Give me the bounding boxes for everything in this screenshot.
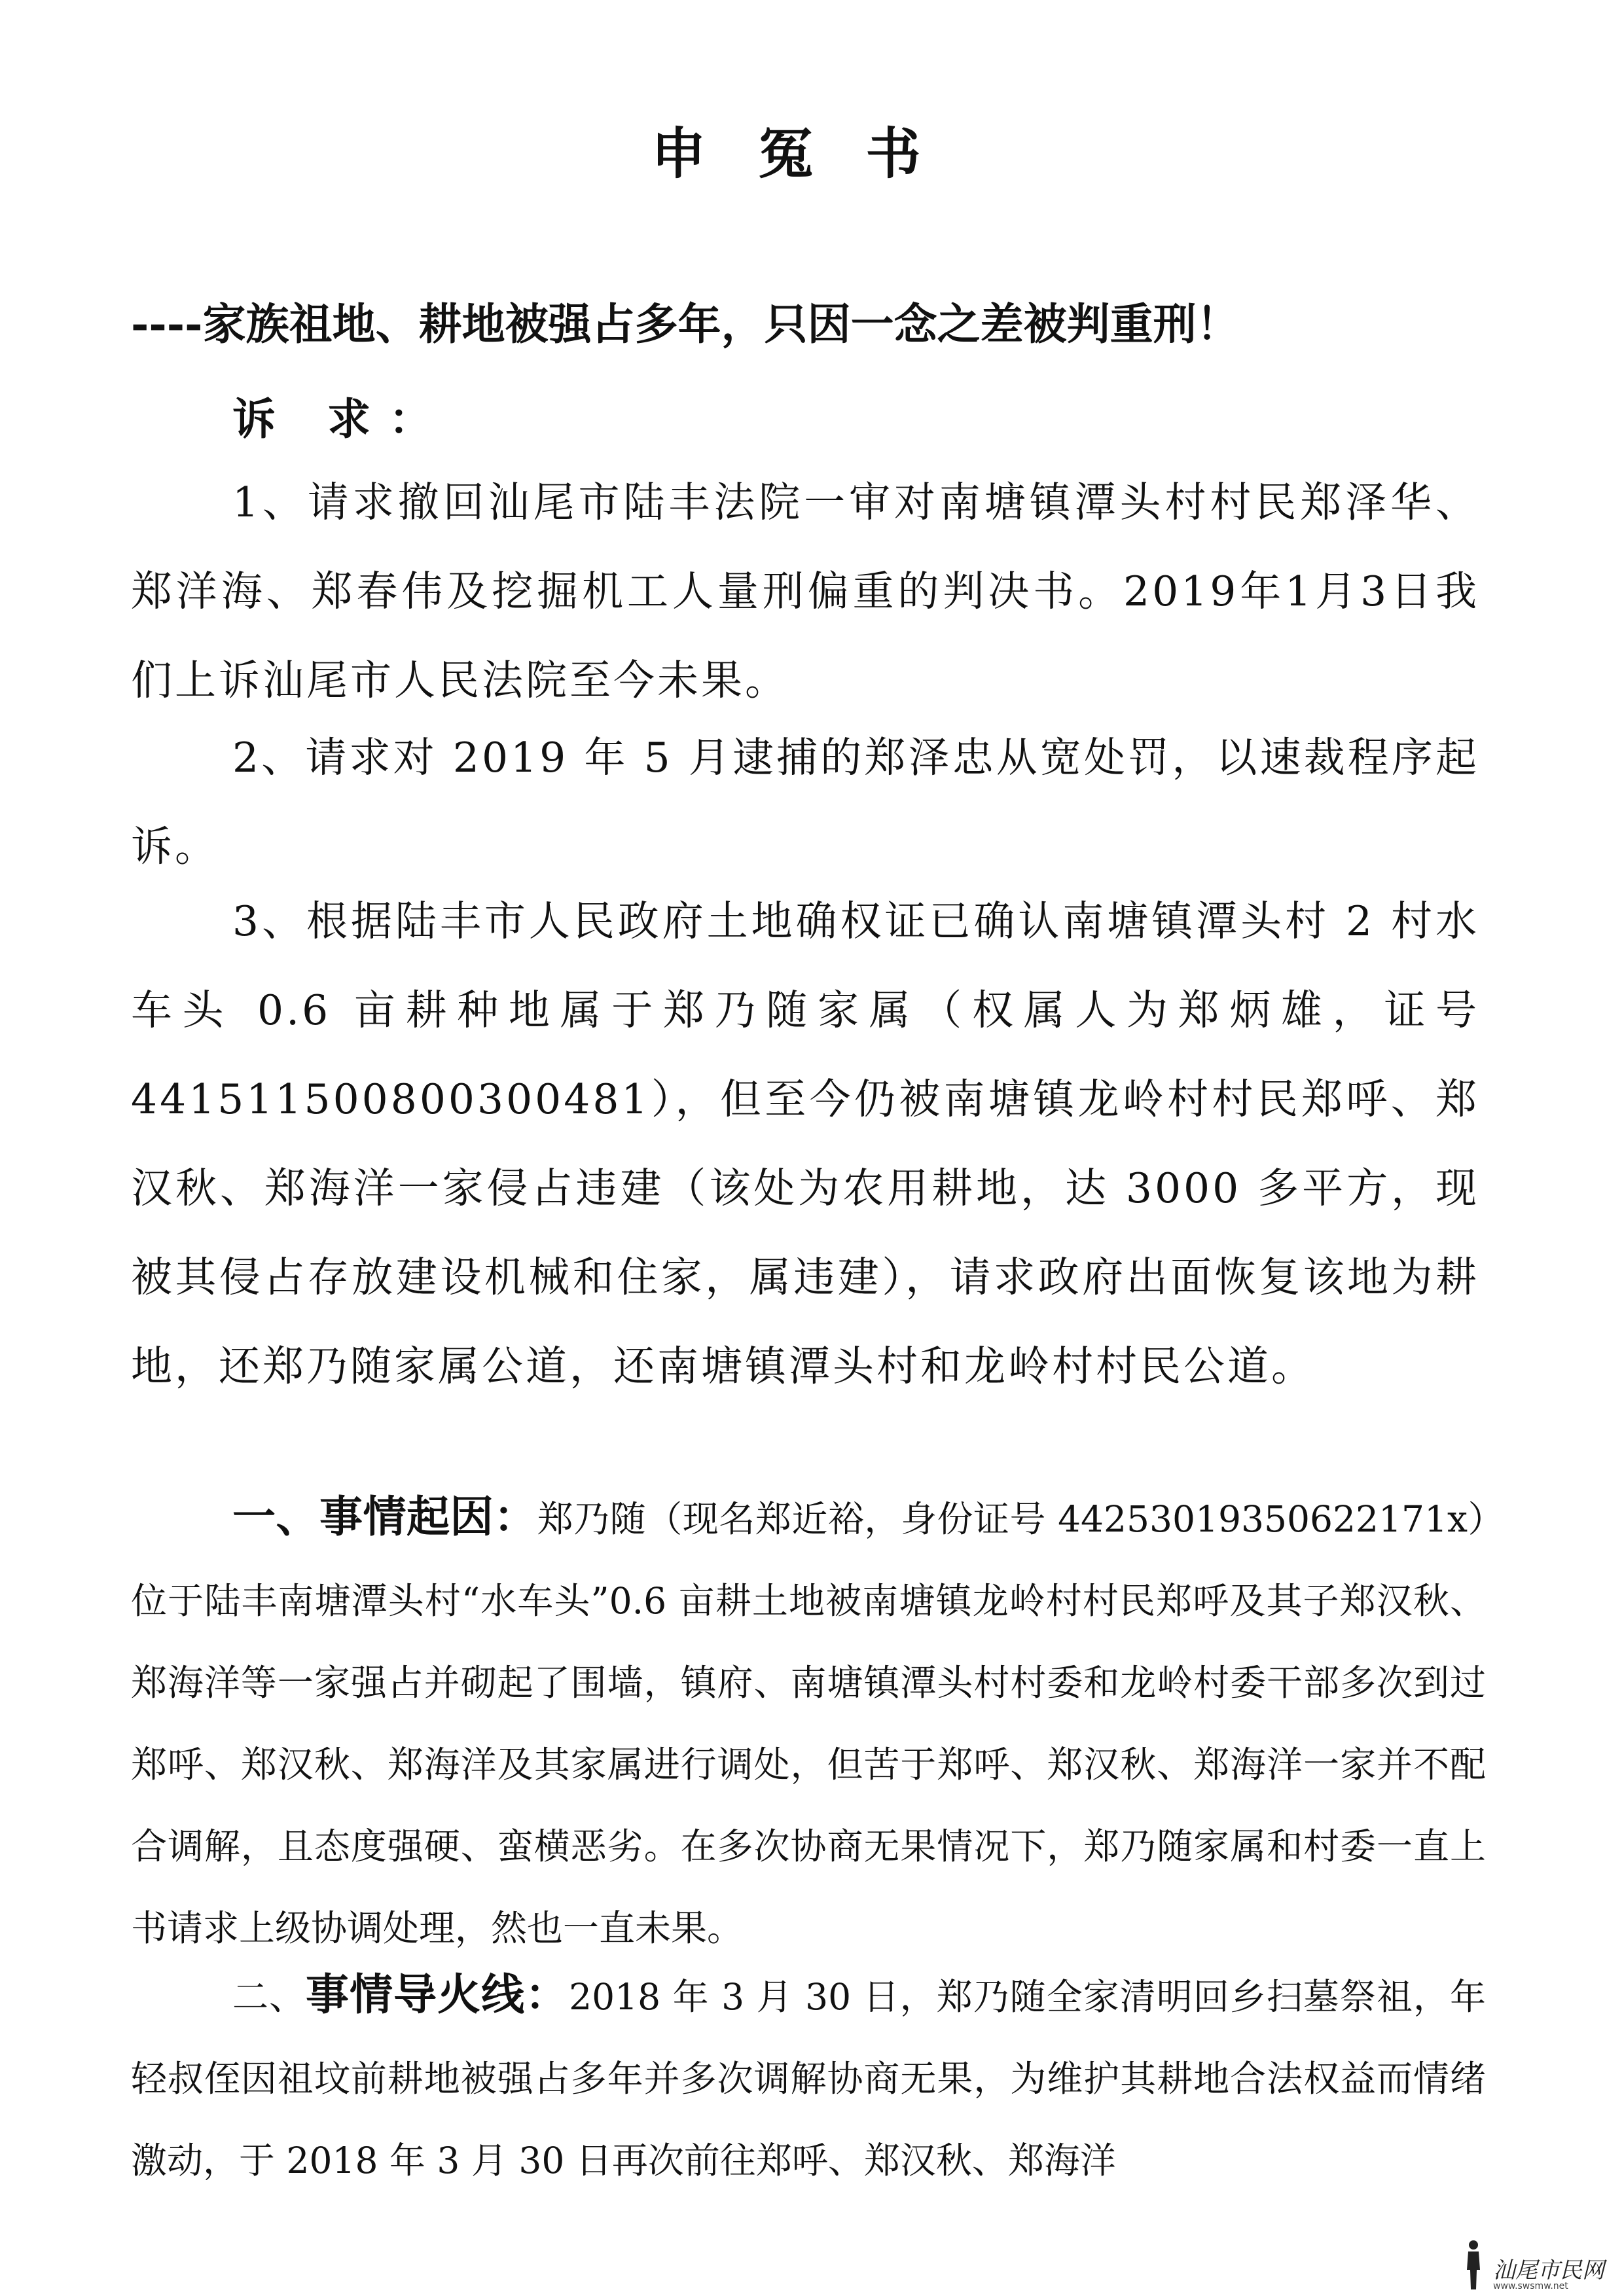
document-title: 申冤书 [651, 121, 973, 186]
document-subtitle: ----家族祖地、耕地被强占多年，只因一念之差被判重刑！ [131, 298, 1240, 350]
request-item-2: 2、请求对 2019 年 5 月逮捕的郑泽忠从宽处罚，以速裁程序起诉。 [131, 734, 1479, 870]
section-1-paragraph [131, 1476, 1486, 1969]
request-item-1: 1、请求撤回汕尾市陆丰法院一审对南塘镇潭头村村民郑泽华、郑洋海、郑春伟及挖掘机工人量刑偏重的判决书。2019年1月3日我们上诉汕尾市人民法院至今未果。 [131, 478, 1479, 704]
section-1-lead: 一、事情起因： [232, 1491, 537, 1542]
watermark-site-url: www.swsmw.net [1493, 2281, 1568, 2291]
request-item-3: 3、根据陆丰市人民政府土地确权证已确认南塘镇潭头村 2 村水车头 0.6 亩耕种地属于郑乃随家属（权属人为郑炳雄，证号 441511500800300481），但至今仍被南塘镇龙岭村村民郑呼、郑汉秋、郑海洋一家侵占违建（该处为农用耕地，达 3000 多平方，现被其侵占存放建设机械和住家，属违建），请求政府出面恢复该地为耕地，还郑乃随家属公道，还南塘镇潭头村和龙岭村村民公道。 [131, 897, 1479, 1390]
section-1-text: 郑乃随（现名郑近裕，身份证号 44253019350622171x）位于陆丰南塘潭头村“水车头”0.6 亩耕土地被南塘镇龙岭村村民郑呼及其子郑汉秋、郑海洋等一家强占并砌起了围墙，镇府、南塘镇潭头村村委和龙岭村委干部多次到过郑呼、郑汉秋、郑海洋及其家属进行调处，但苦于郑呼、郑汉秋、郑海洋一家并不配合调解，且态度强硬、蛮横恶劣。在多次协商无果情况下，郑乃随家属和村委一直上书请求上级协调处理，然也一直未果。 [131, 1498, 1486, 1949]
section-2-text: 2018 年 3 月 30 日，郑乃随全家清明回乡扫墓祭祖，年轻叔侄因祖坟前耕地被强占多年并多次调解协商无果，为维护其耕地合法权益而情绪激动，于 2018 年 3 月 30 日再次前往郑呼、郑汉秋、郑海洋 [131, 1976, 1486, 2181]
standing-figure-logo-icon [1460, 2238, 1487, 2291]
site-watermark [1460, 2238, 1604, 2291]
watermark-site-name: 汕尾市民网 [1493, 2257, 1604, 2284]
section-2-paragraph [131, 1954, 1486, 2202]
section-2-prefix: 二、 [232, 1976, 306, 2018]
section-2-lead: 事情导火线： [306, 1969, 569, 2020]
section-heading-requests: 诉 求： [232, 393, 450, 444]
